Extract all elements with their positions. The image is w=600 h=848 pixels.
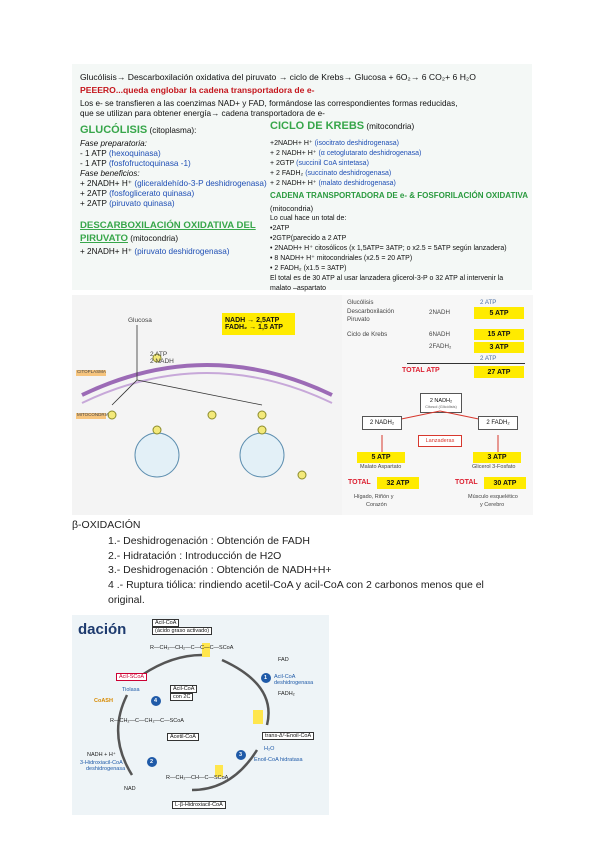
cadena-text: • 2NADH+ H⁺ citosólicos (x 1,5ATP= 3ATP; o x2.5 = 5ATP según lanzadera) — [270, 245, 507, 252]
organs-left-2: Corazón — [366, 502, 387, 508]
step-number: 2 — [150, 759, 154, 765]
row-label: Descarboxilación — [347, 308, 395, 315]
enzyme-label: Acil-CoA — [274, 674, 296, 680]
beta-step-4: 4 .- Ruptura tiólica: rindiendo acetil-CoA y acil-CoA con 2 carbonos menos que el — [108, 579, 484, 591]
row-intermediate: 2FADH₂ — [429, 343, 452, 350]
row-intermediate: 2NADH — [429, 309, 450, 316]
total-left-value: 32 ATP — [377, 477, 419, 489]
acilcoa-label: Acil-CoA — [152, 619, 179, 627]
divider — [407, 363, 525, 364]
nad-label: NAD — [124, 786, 136, 792]
total-right-value: 30 ATP — [484, 477, 526, 489]
atp-label: 2 ATP — [150, 351, 168, 358]
organs-right: Músculo esquelético — [468, 494, 518, 500]
figure-title: dación — [78, 621, 127, 638]
notes-panel — [72, 64, 532, 290]
conversion-box — [222, 313, 295, 335]
cadena-text: Lo cual hace un total de: — [270, 215, 347, 222]
krebs-step: + 2 FADH₂ (succinato deshidrogenasa) — [270, 170, 392, 177]
beta-step-4-cont: original. — [108, 594, 145, 606]
fase-preparatoria: Fase preparatoria: — [80, 139, 147, 148]
mitocondria-label: MITOCONDRIA — [77, 412, 109, 417]
step-number: 4 — [154, 698, 158, 704]
glucolisis-step: + 2ATP (piruvato quinasa) — [80, 199, 175, 208]
malato-atp: 5 ATP — [357, 452, 405, 463]
step-number: 1 — [264, 675, 268, 681]
glicerol-label: Glicerol 3-Fosfato — [472, 464, 516, 470]
atp-diagram-panel — [72, 295, 533, 515]
descarboxilacion-heading: PIRUVATO (mitocondria) — [80, 233, 179, 244]
fadh2-label: FADH₂ — [278, 691, 295, 697]
row-intermediate: 6NADH — [429, 331, 450, 338]
glucolisis-step: - 1 ATP (fosfofructoquinasa -1) — [80, 159, 191, 168]
row-label: Glucólisis — [347, 299, 374, 306]
beta-title: β-OXIDACIÓN — [72, 519, 141, 531]
total-right-label: TOTAL — [455, 479, 478, 486]
row-value: 2 ATP — [480, 355, 497, 362]
enoil-label: trans-Δ²-Enoil-CoA — [262, 732, 314, 740]
glicerol-atp: 3 ATP — [473, 452, 521, 463]
respiration-illustration — [72, 295, 342, 515]
row-value: 3 ATP — [474, 342, 524, 353]
tiolasa-label: Tiolasa — [122, 687, 140, 693]
row-value: 5 ATP — [474, 307, 524, 319]
cadena-text: •2ATP — [270, 225, 290, 232]
summary-line-3: Los e- se transfieren a las coenzimas NAD+ y FAD, formándose las correspondientes formas reducidas, — [80, 99, 458, 108]
cadena-text: • 8 NADH+ H⁺ mitocondriales (x2.5 = 20 ATP) — [270, 255, 413, 262]
total-left-label: TOTAL — [348, 479, 371, 486]
tree-lines — [352, 405, 532, 455]
beta-step-3: 3.- Deshidrogenación : Obtención de NADH+H+ — [108, 564, 332, 576]
step-number: 3 — [239, 752, 243, 758]
acilcoa2-label: Acil-CoA — [170, 685, 197, 693]
cadena-location: (mitocondria) — [270, 204, 314, 213]
row-value: 2 ATP — [480, 299, 497, 306]
acetilcoa-label: Acetil-CoA — [167, 733, 199, 741]
acil-scoa-label: Acil-SCoA — [116, 673, 147, 681]
total-atp-label: TOTAL ATP — [402, 367, 440, 374]
hidratasa-label: Enoil-CoA hidratasa — [254, 757, 303, 763]
krebs-heading: CICLO DE KREBS (mitocondria) — [270, 120, 415, 132]
citosol-nadh-box: 2 NADH₂ Citosol (Glicólisis) — [420, 393, 462, 413]
enzyme-label: deshidrogenasa — [274, 680, 314, 686]
row-value: 15 ATP — [474, 329, 524, 340]
glucolisis-location: (citoplasma): — [149, 126, 197, 135]
row-label: Ciclo de Krebs — [347, 331, 388, 338]
malato-label: Malato Aspartato — [360, 464, 402, 470]
cadena-title: CADENA TRANSPORTADORA DE e- & FOSFORILACIÓN OXIDATIVA — [270, 191, 529, 200]
acido-label: (ácido graso activado) — [152, 627, 212, 635]
glucolisis-step: + 2NADH+ H⁺ (gliceraldehído-3-P deshidrogenasa) — [80, 179, 267, 188]
summary-line-2: PEEERO...queda englobar la cadena transportadora de e- — [80, 85, 315, 95]
cadena-text: •2GTP(parecido a 2 ATP — [270, 235, 347, 242]
descarboxilacion-title-1: DESCARBOXILACIÓN OXIDATIVA DEL — [80, 220, 256, 231]
fad-label: FAD — [278, 657, 289, 663]
organs-left: Hígado, Riñón y — [354, 494, 394, 500]
glucolisis-title: GLUCÓLISIS — [80, 124, 148, 136]
krebs-step: + 2 NADH+ H⁺ (malato deshidrogenasa) — [270, 180, 396, 187]
krebs-step: + 2GTP (succinil CoA sintetasa) — [270, 160, 369, 167]
nadh-label: 2 NADH — [150, 358, 174, 365]
total-atp-value: 27 ATP — [474, 366, 524, 378]
chain-mid: R—CH₂—C—CH₂—C—SCoA — [110, 718, 184, 724]
glucolisis-step: - 1 ATP (hexoquinasa) — [80, 149, 161, 158]
hidroxiacil-label: L-β-Hidroxiacil-CoA — [172, 801, 226, 809]
nadh-conversion: NADH → 2,5ATP — [225, 317, 280, 324]
fadh-shuttle-box: 2 FADH₂ — [478, 416, 518, 430]
cadena-text: El total es de 30 ATP al usar lanzadera glicerol-3-P o 32 ATP al intervenir la — [270, 275, 504, 282]
fadh-conversion: FADH₂ → 1,5 ATP — [225, 324, 283, 331]
coash-label: CoASH — [94, 698, 113, 704]
organs-right-2: y Cerebro — [480, 502, 505, 508]
acilcoa2b-label: con 2C — [170, 693, 193, 701]
chain-bottom: R—CH₂—CH—C—SCoA — [166, 775, 229, 781]
beta-step-1: 1.- Deshidrogenación : Obtención de FADH — [108, 535, 310, 547]
descarboxilacion-step: + 2NADH+ H⁺ (piruvato deshidrogenasa) — [80, 247, 230, 256]
cadena-text: • 2 FADH₂ (x1.5 = 3ATP) — [270, 265, 347, 272]
krebs-step: +2NADH+ H⁺ (isocitrato deshidrogenasa) — [270, 140, 399, 147]
krebs-step: + 2 NADH+ H⁺ (α cetoglutarato deshidrogenasa) — [270, 150, 422, 157]
fase-beneficios: Fase beneficios: — [80, 169, 140, 178]
summary-line-4: que se utilizan para obtener energía→ cadena transportadora de e- — [80, 109, 325, 118]
summary-line-1: Glucólisis→ Descarboxilación oxidativa del piruvato → ciclo de Krebs→ Glucosa + 6O₂→ 6 CO₂+ 6 H₂O — [80, 72, 476, 82]
nadh-shuttle-box: 2 NADH₂ — [362, 416, 402, 430]
beta-step-2: 2.- Hidratación : Introducción de H2O — [108, 550, 282, 562]
lanzaderas-label: Lanzaderas — [418, 435, 462, 447]
citoplasma-label: CITOPLASMA — [77, 369, 106, 374]
cadena-text: malato –aspartato — [270, 285, 327, 292]
enzyme-3-label: 3-Hidroxiacil-CoA — [80, 760, 123, 766]
h2o-label: H₂O — [264, 746, 275, 752]
enzyme-3b-label: deshidrogenasa — [86, 766, 126, 772]
chain-top: R—CH₂—CH₂—C—C—C—SCoA — [150, 645, 234, 651]
glucosa-label: Glucosa — [128, 317, 152, 324]
row-label: Piruvato — [347, 316, 370, 323]
nadh-label: NADH + H⁺ — [87, 752, 116, 758]
glucolisis-heading — [80, 125, 196, 136]
glucolisis-step: + 2ATP (fosfoglicerato quinasa) — [80, 189, 195, 198]
beta-oxidation-figure — [72, 615, 329, 815]
